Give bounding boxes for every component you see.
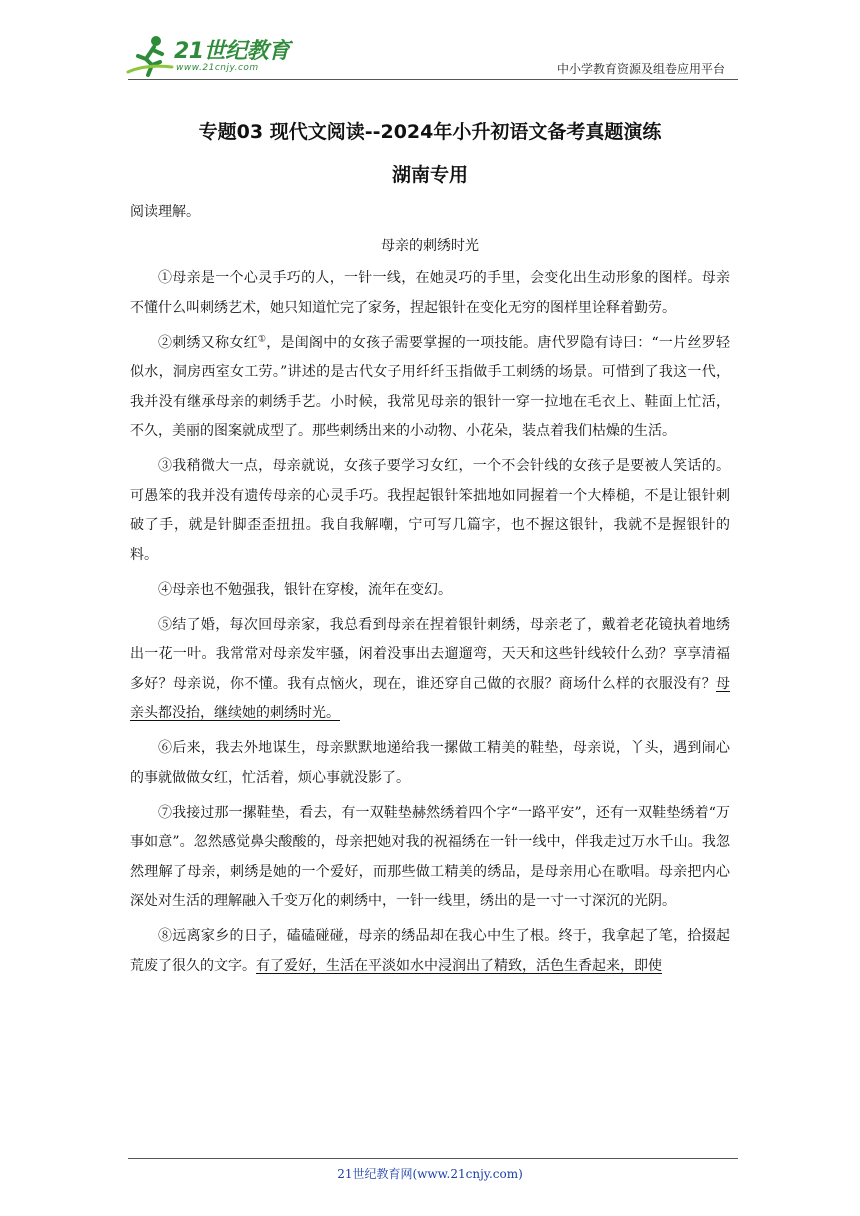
header-divider (128, 79, 738, 80)
document-subtitle: 湖南专用 (391, 164, 468, 186)
runner-logo-icon (126, 34, 174, 78)
article-body (130, 264, 730, 987)
underlined-sentence-2: 有了爱好，生活在平淡如水中浸润出了精致，活色生香起来，即使 (256, 957, 662, 974)
platform-name: 中小学教育资源及组卷应用平台 (556, 62, 725, 76)
paragraph-5 (130, 611, 730, 729)
article-title: 母亲的刺绣时光 (381, 238, 479, 254)
paragraph-4: ④母亲也不勉强我，银针在穿梭，流年在变幻。 (158, 581, 452, 598)
paragraph-7: ⑦我接过那一摞鞋垫，看去，有一双鞋垫赫然绣着四个字“一路平安”，还有一双鞋垫绣着“万事如意”。忽然感觉鼻尖酸酸的，母亲把她对我的祝福绣在一针一线中，伴我走过万水千山。我忽然理解了母亲，刺绣是她的一个爱好，而那些做工精美的绣品，是母亲用心在歌唱。母亲把内心深处对生活的理解融入千变万化的刺绣中，一针一线里，绣出的是一寸一寸深沉的光阴。 (130, 804, 730, 909)
footer-divider (128, 1158, 738, 1159)
footer-text: 21世纪教育网(www.21cnjy.com) (337, 1167, 523, 1181)
logo (122, 30, 292, 82)
paragraph-2-rest: ，是闺阁中的女孩子需要掌握的一项技能。唐代罗隐有诗曰：“一片丝罗轻似水，洞房西室女工劳。”讲述的是古代女子用纤纤玉指做手工刺绣的场景。可惜到了我这一代，我并没有继承母亲的刺绣手艺。小时候，我常见母亲的银针一穿一拉地在毛衣上、鞋面上忙活，不久，美丽的图案就成型了。那些刺绣出来的小动物、小花朵，装点着我们枯燥的生活。 (130, 334, 731, 439)
paragraph-8-text: ⑧远离家乡的日子，磕磕碰碰，母亲的绣品却在我心中生了根。终于，我拿起了笔，拾掇起荒废了很久的文字。 (130, 928, 730, 974)
paragraph-2 (130, 329, 730, 447)
instruction-text: 阅读理解。 (130, 204, 200, 220)
logo-domain-text: www.21cnjy.com (176, 63, 259, 73)
paragraph-8 (130, 922, 730, 981)
paragraph-2-start: ②刺绣又称女红 (158, 334, 258, 351)
document-title: 专题03 现代文阅读--2024年小升初语文备考真题演练 (198, 121, 662, 143)
footnote-marker: ① (257, 333, 267, 344)
logo-brand-text: 21世纪教育 (174, 39, 290, 64)
underlined-sentence-1: 母亲头都没抬，继续她的刺绣时光。 (130, 675, 730, 721)
paragraph-3: ③我稍微大一点，母亲就说，女孩子要学习女红，一个不会针线的女孩子是要被人笑话的。可愚笨的我并没有遗传母亲的心灵手巧。我捏起银针笨拙地如同握着一个大棒槌，不是让银针刺破了手，就是针脚歪歪扭扭。我自我解嘲，宁可写几篇字，也不握这银针，我就不是握银针的料。 (130, 458, 730, 563)
page-header (0, 0, 860, 85)
paragraph-5-text: ⑤结了婚，每次回母亲家，我总看到母亲在捏着银针刺绣，母亲老了，戴着老花镜执着地绣出一花一叶。我常常对母亲发牢骚，闲着没事出去遛遛弯，天天和这些针线较什么劲？享享清福多好？母亲说，你不懂。我有点恼火，现在，谁还穿自己做的衣服？商场什么样的衣服没有？ (130, 616, 730, 692)
paragraph-6: ⑥后来，我去外地谋生，母亲默默地递给我一摞做工精美的鞋垫，母亲说，丫头，遇到闹心的事就做做女红，忙活着，烦心事就没影了。 (130, 740, 730, 786)
paragraph-1: ①母亲是一个心灵手巧的人，一针一线，在她灵巧的手里，会变化出生动形象的图样。母亲不懂什么叫刺绣艺术，她只知道忙完了家务，捏起银针在变化无穷的图样里诠释着勤劳。 (130, 270, 730, 316)
